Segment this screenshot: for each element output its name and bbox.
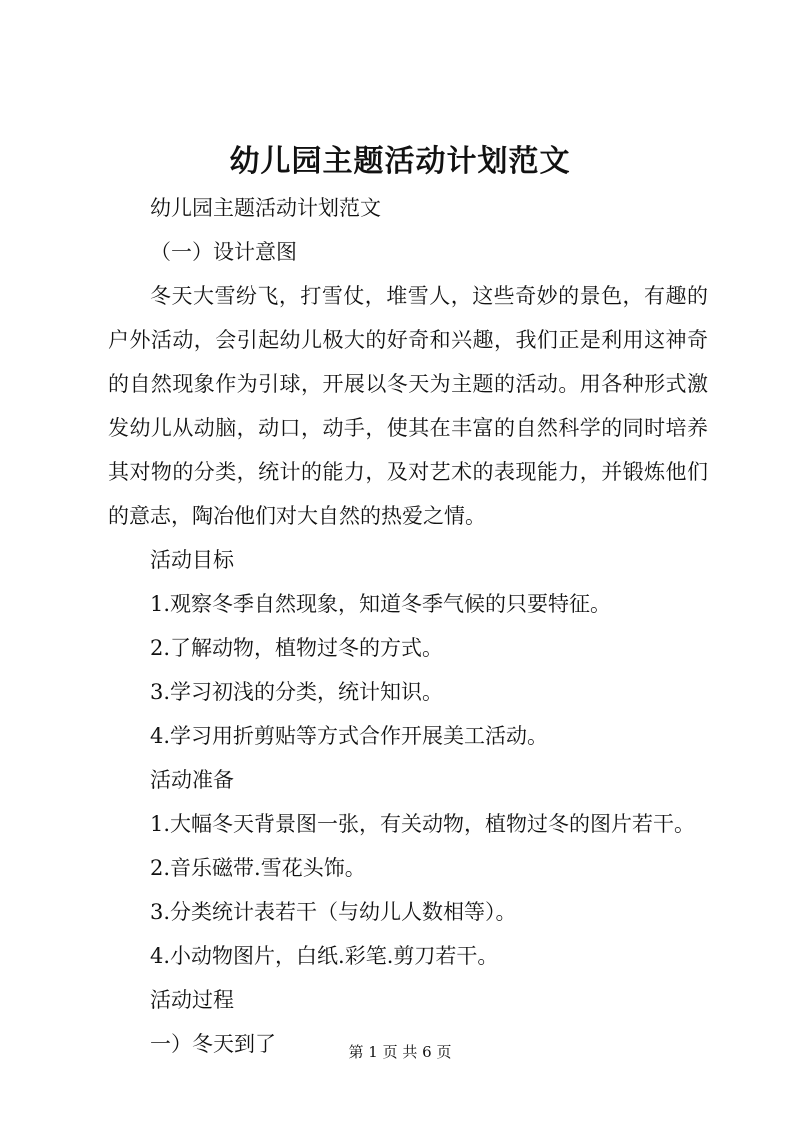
prep-item-4: 4.小动物图片，白纸.彩笔.剪刀若干。 bbox=[150, 944, 499, 968]
process-step-1: 一）冬天到了 bbox=[150, 1032, 276, 1056]
document-title: 幼儿园主题活动计划范文 bbox=[229, 144, 571, 179]
document-body bbox=[108, 186, 708, 1066]
goal-item-3: 3.学习初浅的分类，统计知识。 bbox=[150, 680, 444, 704]
design-paragraph: 冬天大雪纷飞，打雪仗，堆雪人，这些奇妙的景色，有趣的户外活动，会引起幼儿极大的好奇和兴趣，我们正是利用这神奇的自然现象作为引球，开展以冬天为主题的活动。用各种形式激发幼儿从动脑，动口，动手，使其在丰富的自然科学的同时培养其对物的分类，统计的能力，及对艺术的表现能力，并锻炼他们的意志，陶冶他们对大自然的热爱之情。 bbox=[108, 284, 708, 528]
prep-item-3: 3.分类统计表若干（与幼儿人数相等）。 bbox=[150, 900, 517, 924]
goals-heading: 活动目标 bbox=[150, 548, 234, 572]
section-design-heading: （一）设计意图 bbox=[150, 240, 297, 264]
page-footer: 第 1 页 共 6 页 bbox=[348, 1043, 452, 1061]
prep-item-1: 1.大幅冬天背景图一张，有关动物，植物过冬的图片若干。 bbox=[150, 812, 696, 836]
prep-heading: 活动准备 bbox=[150, 768, 234, 792]
subtitle: 幼儿园主题活动计划范文 bbox=[150, 196, 381, 220]
goal-item-2: 2.了解动物，植物过冬的方式。 bbox=[150, 636, 444, 660]
goal-item-4: 4.学习用折剪贴等方式合作开展美工活动。 bbox=[150, 724, 549, 748]
prep-item-2: 2.音乐磁带.雪花头饰。 bbox=[150, 856, 366, 880]
process-heading: 活动过程 bbox=[150, 988, 234, 1012]
goal-item-1: 1.观察冬季自然现象，知道冬季气候的只要特征。 bbox=[150, 592, 612, 616]
